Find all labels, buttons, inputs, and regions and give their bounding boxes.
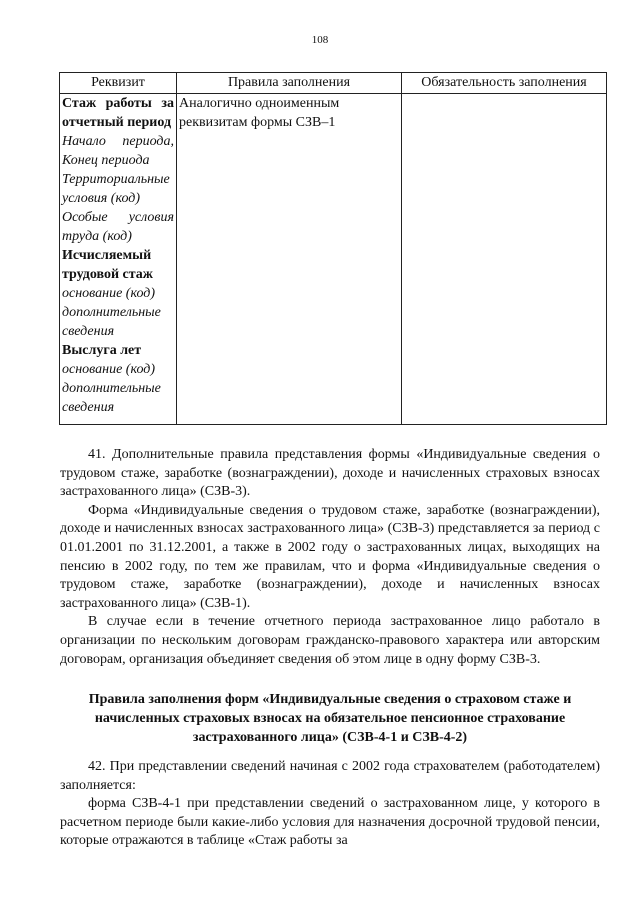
requisite-item: основание (код) xyxy=(62,286,156,301)
paragraph: форма СЗВ-4-1 при представлении сведений о застрахованном лице, у которого в расчетном периоде были какие-либо условия для назначения досрочной трудовой пенсии, которые отражаются в таблице «Стаж работы за xyxy=(60,796,600,849)
requisite-item: Начало периода, Конец периода xyxy=(62,134,174,168)
requisite-item: Исчисляемый трудовой стаж xyxy=(62,248,153,282)
requisites-table xyxy=(59,72,607,425)
header-obligation: Обязательность заполнения xyxy=(402,73,607,94)
requisite-item: Территориальные условия (код) xyxy=(62,172,170,206)
requisite-item: Выслуга лет xyxy=(62,343,142,358)
requisite-cell xyxy=(60,94,177,425)
paragraph: 42. При представлении сведений начиная с 2002 года страхователем (работодателем) заполняется: xyxy=(60,759,600,793)
requisite-item: Особые условия труда (код) xyxy=(62,210,174,244)
rules-cell: Аналогично одноименным реквизитам формы СЗВ–1 xyxy=(177,94,402,425)
paragraph: 41. Дополнительные правила представления формы «Индивидуальные сведения о трудовом стаже, заработке (вознаграждении), доходе и начисленных страховых взносах застрахованного лица» (СЗВ-3). xyxy=(60,447,600,500)
paragraph: Форма «Индивидуальные сведения о трудовом стаже, заработке (вознаграждении), доходе и начисленных взносах застрахованного лица» (СЗВ-3) представляется за период с 01.01.2001 по 31.12.2001, а также в 2002 году о застрахованных лицах, выходящих на пенсию в 2002 году, по тем же правилам, что и форма «Индивидуальные сведения о трудовом стаже, заработке (вознаграждении), доходе и начисленных взносах застрахованного лица» (СЗВ-1). xyxy=(60,502,600,611)
obligation-cell xyxy=(402,94,607,425)
requisite-item: дополнительные сведения xyxy=(62,381,161,415)
requisite-item: Стаж работы за отчетный период xyxy=(62,96,174,130)
section-42 xyxy=(60,758,600,851)
requisite-item: дополнительные сведения xyxy=(62,305,161,339)
header-requisite: Реквизит xyxy=(60,73,177,94)
table-row xyxy=(60,94,607,425)
table-header-row xyxy=(60,73,607,94)
requisite-item: основание (код) xyxy=(62,362,156,377)
paragraph: В случае если в течение отчетного периода застрахованное лицо работало в организации по нескольким договорам гражданско-правового характера или авторским договорам, организация объединяет сведения об этом лице в одну форму СЗВ-3. xyxy=(60,614,600,667)
header-rules: Правила заполнения xyxy=(177,73,402,94)
section-41 xyxy=(60,446,600,669)
section-heading: Правила заполнения форм «Индивидуальные сведения о страховом стаже и начисленных страховых взносах на обязательное пенсионное страхование застрахованного лица» (СЗВ-4-1 и СЗВ-4-2) xyxy=(88,692,572,745)
page-number: 108 xyxy=(311,34,329,46)
